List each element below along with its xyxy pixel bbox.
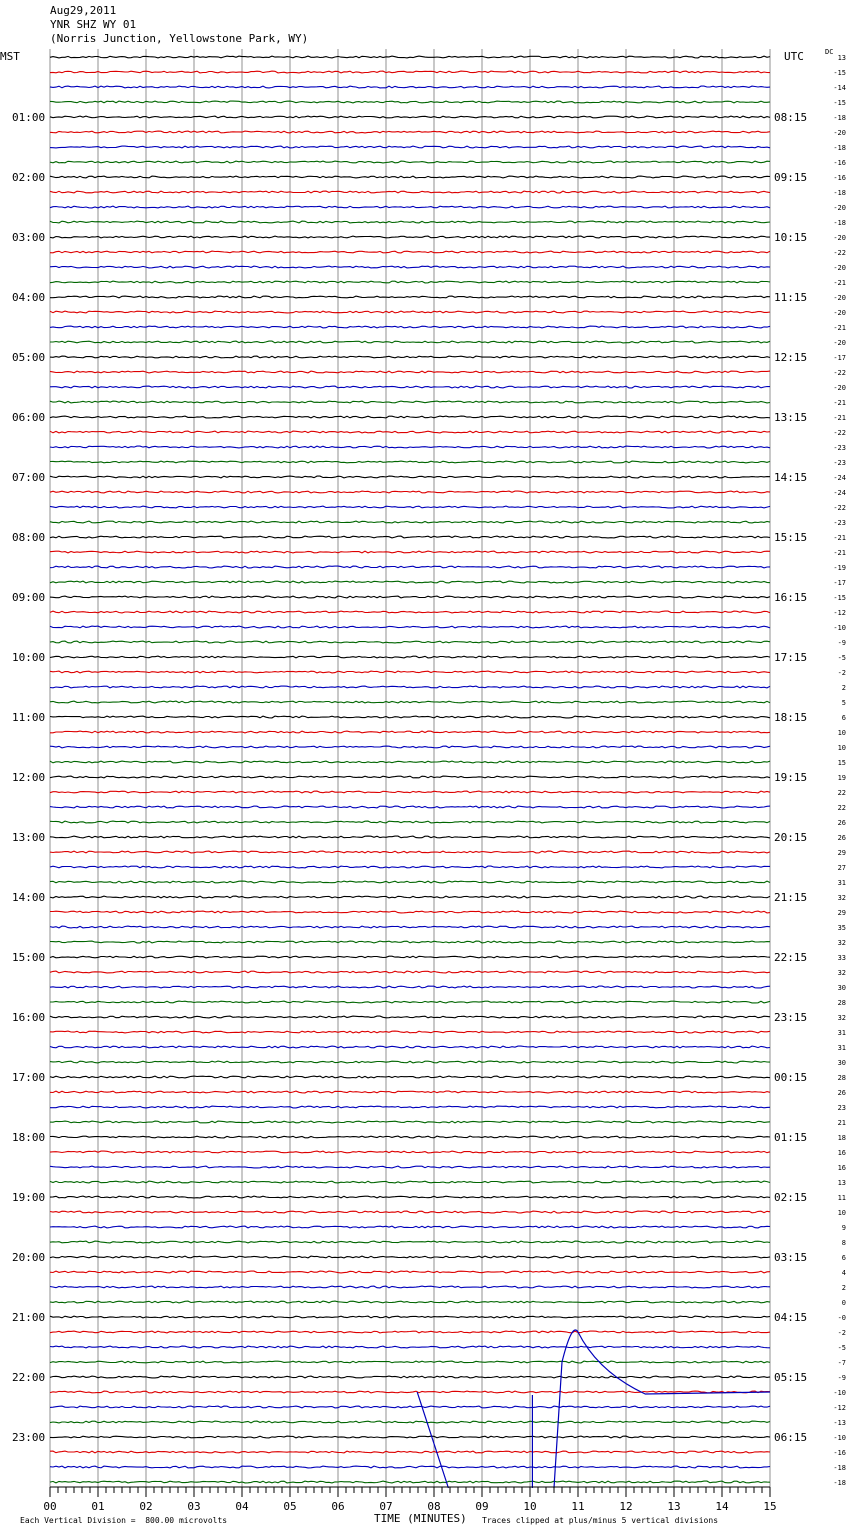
dc-offset: -21 [833,399,846,407]
dc-offset: -18 [833,219,846,227]
dc-offset: 21 [837,1119,846,1127]
trace-line [50,56,770,58]
hour-label-left: 04:00 [12,291,46,304]
dc-offset: -15 [833,69,846,77]
trace-line [50,1436,770,1438]
dc-offset: 32 [837,939,846,947]
dc-offset: -2 [837,1329,846,1337]
hour-label-right: 12:15 [774,351,808,364]
dc-offset: -20 [833,264,846,272]
x-tick-label: 07 [379,1500,393,1513]
dc-offset: 0 [841,1299,846,1307]
dc-offset: -20 [833,234,846,242]
trace-line [50,356,770,358]
trace-line [50,1376,770,1378]
hour-label-right: 04:15 [774,1311,808,1324]
trace-line [50,746,770,748]
trace-line [50,581,770,583]
dc-offset: 13 [837,54,846,62]
trace-line [50,326,770,328]
dc-offset: -21 [833,279,846,287]
labels [12,54,846,1513]
dc-offset: -23 [833,459,846,467]
hour-label-left: 20:00 [12,1251,46,1264]
x-tick-label: 14 [715,1500,729,1513]
trace-line [50,671,770,673]
dc-offset: -17 [833,579,846,587]
dc-offset: 29 [837,909,846,917]
trace-line [50,611,770,613]
dc-offset: -19 [833,564,846,572]
dc-offset: -13 [833,1419,846,1427]
dc-offset: 31 [837,1044,846,1052]
dc-offset: 10 [837,744,846,752]
dc-offset: -20 [833,294,846,302]
header-station: YNR SHZ WY 01 [50,18,137,31]
trace-line [50,1031,770,1033]
trace-line [50,1391,770,1393]
dc-offset: -15 [833,99,846,107]
dc-offset: -9 [837,639,846,647]
hour-label-left: 07:00 [12,471,46,484]
grid [50,49,770,1490]
trace-line [50,881,770,883]
dc-offset: -20 [833,129,846,137]
trace-line [50,731,770,733]
trace-line [50,1061,770,1063]
trace-line [50,251,770,253]
hour-label-right: 18:15 [774,711,808,724]
trace-line [50,86,770,88]
trace-line [50,716,770,718]
trace-line [50,506,770,508]
dc-offset: -10 [833,1389,846,1397]
hour-label-right: 14:15 [774,471,808,484]
hour-label-left: 03:00 [12,231,46,244]
dc-label: DC [825,48,834,56]
dc-offset: 13 [837,1179,846,1187]
trace-line [50,1151,770,1153]
trace-line [50,236,770,238]
dc-offset: 30 [837,1059,846,1067]
trace-line [50,1196,770,1198]
hour-label-right: 11:15 [774,291,808,304]
event-swing [554,1330,770,1488]
hour-label-left: 13:00 [12,831,46,844]
trace-line [50,1136,770,1138]
trace-line [50,341,770,343]
trace-line [50,971,770,973]
hour-label-right: 21:15 [774,891,808,904]
trace-line [50,1106,770,1108]
dc-offset: 23 [837,1104,846,1112]
trace-line [50,851,770,853]
dc-offset: -2 [837,669,846,677]
trace-line [50,791,770,793]
trace-line [50,431,770,433]
trace-line [50,536,770,538]
x-axis-label: TIME (MINUTES) [374,1512,467,1525]
trace-line [50,386,770,388]
dc-offset: 32 [837,1014,846,1022]
trace-line [50,656,770,658]
dc-offset: -5 [837,654,846,662]
hour-label-left: 05:00 [12,351,46,364]
trace-line [50,116,770,118]
trace-line [50,281,770,283]
dc-offset: -5 [837,1344,846,1352]
hour-label-right: 05:15 [774,1371,808,1384]
trace-line [50,866,770,868]
trace-line [50,776,770,778]
trace-line [50,626,770,628]
dc-offset: 2 [841,1284,846,1292]
hour-label-right: 10:15 [774,231,808,244]
hour-label-left: 12:00 [12,771,46,784]
hour-label-left: 16:00 [12,1011,46,1024]
dc-offset: -0 [837,1314,846,1322]
hour-label-left: 14:00 [12,891,46,904]
dc-offset: 26 [837,834,846,842]
dc-offset: 32 [837,894,846,902]
trace-line [50,371,770,373]
hour-label-right: 01:15 [774,1131,808,1144]
x-tick-label: 05 [283,1500,297,1513]
hour-label-right: 20:15 [774,831,808,844]
dc-offset: -9 [837,1374,846,1382]
trace-line [50,461,770,463]
dc-offset: -18 [833,1479,846,1487]
dc-offset: -18 [833,1464,846,1472]
trace-line [50,1211,770,1213]
trace-line [50,71,770,73]
scale-note: Each Vertical Division = 800.00 microvolts [20,1516,228,1525]
hour-label-left: 02:00 [12,171,46,184]
hour-label-left: 06:00 [12,411,46,424]
trace-line [50,1226,770,1228]
dc-offset: 10 [837,729,846,737]
trace-line [50,446,770,448]
dc-offset: 31 [837,1029,846,1037]
trace-line [50,566,770,568]
hour-label-left: 22:00 [12,1371,46,1384]
dc-offset: -22 [833,249,846,257]
x-tick-label: 11 [571,1500,585,1513]
dc-offset: -18 [833,189,846,197]
trace-line [50,1316,770,1318]
dc-offset: -16 [833,1449,846,1457]
dc-offset: -24 [833,474,846,482]
dc-offset: -18 [833,144,846,152]
dc-offset: -12 [833,1404,846,1412]
dc-offset: 10 [837,1209,846,1217]
dc-offset: 22 [837,804,846,812]
hour-label-left: 18:00 [12,1131,46,1144]
hour-label-left: 11:00 [12,711,46,724]
trace-line [50,986,770,988]
trace-line [50,686,770,688]
trace-line [50,161,770,163]
dc-offset: -16 [833,159,846,167]
hour-label-right: 23:15 [774,1011,808,1024]
hour-label-right: 02:15 [774,1191,808,1204]
dc-offset: 26 [837,1089,846,1097]
dc-offset: -12 [833,609,846,617]
trace-line [50,1481,770,1483]
trace-line [50,476,770,478]
trace-line [50,146,770,148]
mst-label: MST [0,50,20,63]
trace-line [50,911,770,913]
dc-offset: 2 [841,684,846,692]
trace-line [50,701,770,703]
trace-line [50,1451,770,1453]
trace-line [50,956,770,958]
trace-line [50,641,770,643]
dc-offset: -23 [833,519,846,527]
hour-label-left: 01:00 [12,111,46,124]
trace-line [50,1016,770,1018]
trace-line [50,1286,770,1288]
header-location: (Norris Junction, Yellowstone Park, WY) [50,32,309,45]
trace-line [50,806,770,808]
dc-offset: 33 [837,954,846,962]
dc-offset: 18 [837,1134,846,1142]
hour-label-left: 09:00 [12,591,46,604]
hour-label-left: 23:00 [12,1431,46,1444]
dc-offset: 30 [837,984,846,992]
trace-line [50,1001,770,1003]
trace-line [50,1271,770,1273]
dc-offset: -14 [833,84,846,92]
x-tick-label: 10 [523,1500,537,1513]
hour-label-left: 21:00 [12,1311,46,1324]
header-date: Aug29,2011 [50,4,117,17]
dc-offset: -21 [833,414,846,422]
trace-line [50,551,770,553]
dc-offset: -18 [833,114,846,122]
x-tick-label: 12 [619,1500,633,1513]
trace-line [50,191,770,193]
trace-line [50,1406,770,1408]
trace-line [50,491,770,493]
dc-offset: 6 [841,1254,846,1262]
hour-label-left: 10:00 [12,651,46,664]
hour-label-right: 09:15 [774,171,808,184]
dc-offset: -21 [833,324,846,332]
trace-line [50,401,770,403]
dc-offset: -10 [833,1434,846,1442]
hour-label-right: 08:15 [774,111,808,124]
hour-label-left: 15:00 [12,951,46,964]
trace-line [50,296,770,298]
utc-label: UTC [784,50,804,63]
dc-offset: 16 [837,1149,846,1157]
x-tick-label: 15 [763,1500,777,1513]
trace-line [50,131,770,133]
trace-line [50,941,770,943]
dc-offset: 29 [837,849,846,857]
x-tick-label: 00 [43,1500,57,1513]
dc-offset: -23 [833,444,846,452]
x-tick-label: 09 [475,1500,489,1513]
dc-offset: 9 [841,1224,846,1232]
dc-offset: 16 [837,1164,846,1172]
dc-offset: -22 [833,369,846,377]
clip-note: Traces clipped at plus/minus 5 vertical divisions [482,1516,719,1525]
trace-line [50,1256,770,1258]
x-tick-label: 03 [187,1500,201,1513]
trace-line [50,926,770,928]
hour-label-left: 08:00 [12,531,46,544]
trace-line [50,1091,770,1093]
dc-offset: -24 [833,489,846,497]
dc-offset: -21 [833,534,846,542]
dc-offset: -15 [833,594,846,602]
trace-line [50,101,770,103]
dc-offset: 4 [841,1269,846,1277]
traces [50,56,770,1488]
dc-offset: -16 [833,174,846,182]
dc-offset: -22 [833,429,846,437]
trace-line [50,1166,770,1168]
hour-label-right: 13:15 [774,411,808,424]
trace-line [50,1181,770,1183]
dc-offset: 5 [841,699,846,707]
dc-offset: 6 [841,714,846,722]
hour-label-right: 15:15 [774,531,808,544]
dc-offset: -17 [833,354,846,362]
trace-line [50,176,770,178]
dc-offset: 35 [837,924,846,932]
x-tick-label: 13 [667,1500,681,1513]
trace-line [50,206,770,208]
trace-line [50,266,770,268]
hour-label-right: 00:15 [774,1071,808,1084]
dc-offset: -20 [833,339,846,347]
trace-line [50,836,770,838]
trace-line [50,221,770,223]
dc-offset: 26 [837,819,846,827]
trace-line [50,1241,770,1243]
trace-line [50,416,770,418]
x-tick-label: 02 [139,1500,153,1513]
trace-line [50,1076,770,1078]
dc-offset: 22 [837,789,846,797]
dc-offset: -21 [833,549,846,557]
hour-label-right: 22:15 [774,951,808,964]
trace-line [50,896,770,898]
dc-offset: -7 [837,1359,846,1367]
dc-offset: 28 [837,999,846,1007]
trace-line [50,521,770,523]
hour-label-right: 03:15 [774,1251,808,1264]
hour-label-right: 17:15 [774,651,808,664]
hour-label-right: 16:15 [774,591,808,604]
hour-label-left: 19:00 [12,1191,46,1204]
dc-offset: -10 [833,624,846,632]
trace-line [50,1361,770,1363]
trace-line [50,596,770,598]
dc-offset: 32 [837,969,846,977]
trace-line [50,311,770,313]
dc-offset: 28 [837,1074,846,1082]
trace-line [50,821,770,823]
x-tick-label: 01 [91,1500,105,1513]
dc-offset: -20 [833,309,846,317]
dc-offset: -22 [833,504,846,512]
trace-line [50,1301,770,1303]
x-tick-label: 04 [235,1500,249,1513]
x-tick-label: 06 [331,1500,345,1513]
trace-line [50,1466,770,1468]
dc-offset: 31 [837,879,846,887]
hour-label-right: 06:15 [774,1431,808,1444]
dc-offset: -20 [833,384,846,392]
trace-line [50,761,770,763]
dc-offset: 27 [837,864,846,872]
hour-label-right: 19:15 [774,771,808,784]
dc-offset: 15 [837,759,846,767]
trace-line [50,1421,770,1423]
dc-offset: 19 [837,774,846,782]
dc-offset: 8 [841,1239,846,1247]
hour-label-left: 17:00 [12,1071,46,1084]
trace-line [50,1346,770,1348]
dc-offset: -20 [833,204,846,212]
trace-line [50,1331,770,1333]
trace-line [50,1121,770,1123]
x-tick-label: 08 [427,1500,441,1513]
dc-offset: 11 [837,1194,846,1202]
trace-line [50,1046,770,1048]
